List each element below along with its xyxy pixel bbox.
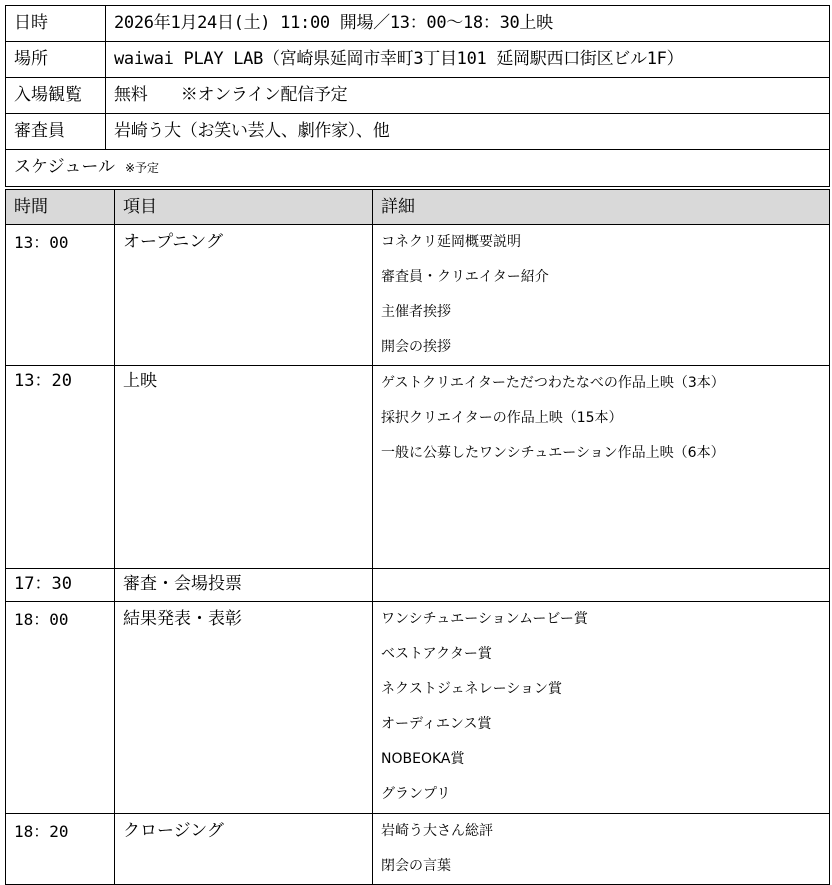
- table-row: [6, 225, 830, 366]
- info-value: 無料 ※オンライン配信予定: [106, 78, 830, 114]
- header-time: 時間: [6, 190, 115, 225]
- row-item-cell: [115, 814, 373, 885]
- row-detail-cell: [373, 366, 830, 569]
- info-row-judges: [6, 114, 830, 150]
- info-row-admission: [6, 78, 830, 114]
- header-item: 項目: [115, 190, 373, 225]
- info-value: 岩崎う大（お笑い芸人、劇作家）、他: [106, 114, 830, 150]
- info-value: waiwai PLAY LAB（宮崎県延岡市幸町3丁目101 延岡駅西口街区ビル1F）: [106, 42, 830, 78]
- row-time: 18：00: [14, 610, 69, 629]
- schedule-title-row: [6, 150, 830, 187]
- schedule-table: [5, 189, 830, 885]
- detail-line: 審査員・クリエイター紹介: [381, 269, 549, 285]
- detail-line: ゲストクリエイターただつわたなべの作品上映（3本）: [381, 375, 725, 391]
- detail-line: 一般に公募したワンシチュエーション作品上映（6本）: [381, 445, 725, 461]
- row-item-cell: [115, 225, 373, 366]
- detail-line: グランプリ: [381, 786, 451, 802]
- detail-line: ベストアクター賞: [381, 646, 492, 662]
- row-detail-cell: [373, 225, 830, 366]
- info-key: 場所: [6, 42, 106, 78]
- info-row-datetime: [6, 6, 830, 42]
- detail-line: 主催者挨拶: [381, 304, 451, 320]
- row-detail-cell: [373, 569, 830, 602]
- table-row: [6, 366, 830, 569]
- row-item: クロージング: [123, 821, 224, 841]
- row-item-cell: [115, 602, 373, 814]
- detail-line: 開会の挨拶: [381, 339, 451, 355]
- row-time-cell: [6, 602, 115, 814]
- info-row-venue: [6, 42, 830, 78]
- detail-line: 採択クリエイターの作品上映（15本）: [381, 410, 623, 426]
- detail-line: ネクストジェネレーション賞: [381, 681, 563, 697]
- table-row: [6, 814, 830, 885]
- detail-line: ワンシチュエーションムービー賞: [381, 611, 588, 627]
- row-time: 13：00: [14, 233, 69, 252]
- info-key: 日時: [6, 6, 106, 42]
- row-time-cell: [6, 225, 115, 366]
- row-item: 審査・会場投票: [115, 569, 373, 602]
- detail-line: オーディエンス賞: [381, 716, 492, 732]
- row-time: 18：20: [14, 822, 69, 841]
- detail-line: コネクリ延岡概要説明: [381, 234, 521, 250]
- row-time-cell: [6, 814, 115, 885]
- header-detail: 詳細: [373, 190, 830, 225]
- row-item: 結果発表・表彰: [123, 609, 242, 629]
- row-item: 上映: [115, 366, 373, 569]
- info-key: 審査員: [6, 114, 106, 150]
- event-info-table: [5, 5, 830, 187]
- row-item: オープニング: [123, 232, 223, 252]
- detail-line: NOBEOKA賞: [381, 751, 465, 767]
- row-time: 13：20: [6, 366, 115, 569]
- schedule-title: スケジュール: [14, 157, 115, 177]
- row-detail-cell: [373, 814, 830, 885]
- schedule-note: ※予定: [124, 161, 160, 175]
- detail-line: 閉会の言葉: [381, 858, 451, 874]
- table-row: [6, 602, 830, 814]
- schedule-header-row: [6, 190, 830, 225]
- detail-line: 岩崎う大さん総評: [381, 823, 493, 839]
- info-key: 入場観覧: [6, 78, 106, 114]
- row-detail-cell: [373, 602, 830, 814]
- table-row: [6, 569, 830, 602]
- info-value: 2026年1月24日(土) 11:00 開場／13：00～18：30上映: [106, 6, 830, 42]
- row-time: 17：30: [6, 569, 115, 602]
- schedule-title-cell: [6, 150, 830, 187]
